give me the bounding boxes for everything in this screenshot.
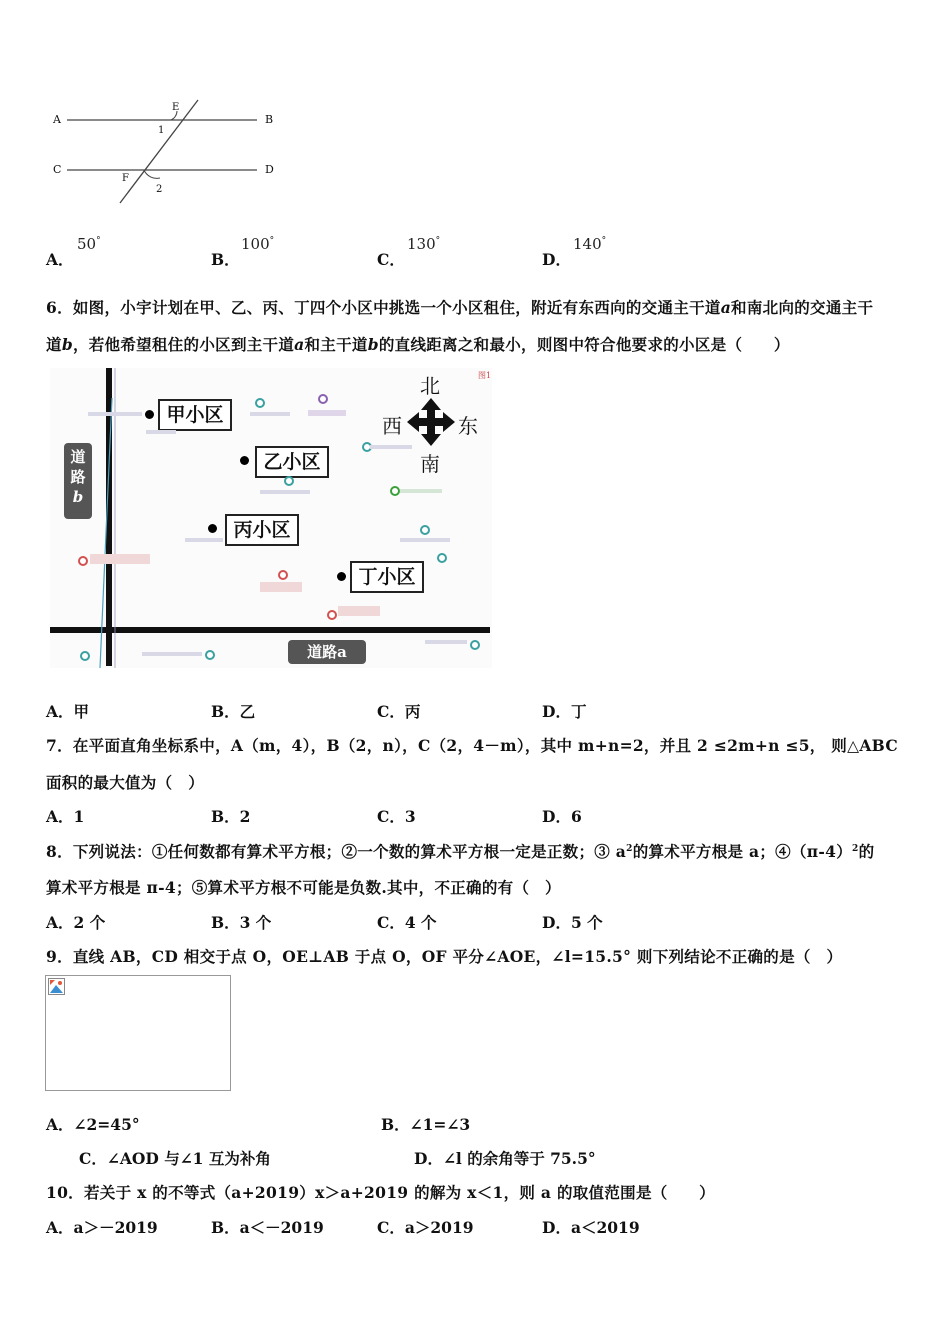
q7-option-d[interactable]: D．6 — [542, 807, 582, 826]
q8-text-line1: 8．下列说法：①任何数都有算术平方根；②一个数的算术平方根一定是正数；③ $a^2$的算术平方根是 a；$④(\pi-4)^2$的 — [46, 842, 875, 861]
poi-text-blur — [308, 410, 346, 416]
poi-text-blur — [400, 489, 442, 493]
q5-option-b-letter: B． — [211, 250, 240, 269]
q10-option-a[interactable]: A．a＞－2019 — [46, 1218, 158, 1237]
q8-text-line2: 算术平方根是 π-4；⑤算术平方根不可能是负数.其中，不正确的有（ ） — [46, 878, 561, 897]
point-label-d: D — [265, 163, 274, 176]
poi-text-blur — [260, 582, 302, 592]
poi-marker — [205, 650, 215, 660]
area-ding-label: 丁小区 — [350, 561, 424, 593]
compass-west: 西 — [382, 414, 402, 438]
area-yi-dot — [240, 456, 249, 465]
q8-option-b[interactable]: B．3 个 — [211, 913, 272, 932]
q5-option-d-value: 140° — [573, 235, 607, 253]
poi-marker — [80, 651, 90, 661]
poi-marker — [284, 476, 294, 486]
poi-marker — [470, 640, 480, 650]
area-bing-dot — [208, 524, 217, 533]
poi-marker — [78, 556, 88, 566]
q6-text-line2: 道b，若他希望租住的小区到主干道a和主干道b的直线距离之和最小，则图中符合他要求的小区是（ ） — [46, 335, 790, 354]
point-label-b: B — [265, 113, 274, 126]
q7-text-line1: 7．在平面直角坐标系中，A（m，4），B（2，n），C（2，4－m），其中 m+n=2，并且 2 ≤2m+n ≤5， 则△ABC — [46, 736, 898, 755]
q7-option-c[interactable]: C．3 — [377, 807, 416, 826]
q9-option-a[interactable]: A．∠2=45° — [46, 1115, 140, 1134]
poi-text-blur — [88, 412, 142, 416]
q10-option-b[interactable]: B．a＜－2019 — [211, 1218, 324, 1237]
q10-option-c[interactable]: C．a＞2019 — [377, 1218, 474, 1237]
point-label-c: C — [53, 163, 62, 176]
q5-option-d-letter: D． — [542, 250, 571, 269]
q5-option-c-letter: C． — [377, 250, 405, 269]
q10-option-d[interactable]: D．a＜2019 — [542, 1218, 640, 1237]
poi-marker — [318, 394, 328, 404]
road-b-label: 道 路 b — [64, 443, 92, 519]
parallel-lines-figure — [45, 95, 285, 210]
road-a-label: 道路a — [288, 640, 366, 664]
point-label-a: A — [53, 113, 61, 126]
q5-option-a-value: 50° — [77, 235, 101, 253]
q5-option-a-letter: A． — [46, 250, 74, 269]
poi-text-blur — [146, 430, 176, 434]
q5-option-c-value: 130° — [407, 235, 441, 253]
point-label-e: E — [172, 102, 180, 113]
q6-option-b[interactable]: B．乙 — [211, 702, 256, 721]
area-jia-dot — [145, 410, 154, 419]
poi-text-blur — [142, 652, 202, 656]
area-jia-label: 甲小区 — [158, 399, 232, 431]
angle-label-2: 2 — [156, 184, 163, 195]
poi-text-blur — [90, 554, 150, 564]
area-bing-label: 丙小区 — [225, 514, 299, 546]
poi-marker — [278, 570, 288, 580]
q6-option-d[interactable]: D．丁 — [542, 702, 587, 721]
q9-text-line1: 9．直线 AB，CD 相交于点 O，OE⊥AB 于点 O，OF 平分∠AOE，∠l=15.5° 则下列结论不正确的是（ ） — [46, 947, 843, 966]
poi-text-blur — [400, 538, 450, 542]
q9-option-c[interactable]: C．∠AOD 与∠1 互为补角 — [79, 1149, 271, 1168]
poi-text-blur — [250, 412, 290, 416]
q9-option-b[interactable]: B．∠1=∠3 — [381, 1115, 471, 1134]
area-yi-label: 乙小区 — [255, 446, 329, 478]
q8-option-a[interactable]: A．2 个 — [46, 913, 106, 932]
poi-marker — [437, 553, 447, 563]
compass-south: 南 — [420, 452, 440, 476]
map-corner-label: 图1 — [478, 371, 492, 380]
broken-image-placeholder — [45, 975, 231, 1091]
angle-label-1: 1 — [158, 125, 165, 136]
poi-text-blur — [370, 445, 412, 449]
q5-option-b-value: 100° — [241, 235, 275, 253]
q6-text-line1: 6．如图，小宇计划在甲、乙、丙、丁四个小区中挑选一个小区租住，附近有东西向的交通主干道a和南北向的交通主干 — [46, 298, 874, 317]
broken-image-icon — [48, 978, 66, 996]
q8-option-c[interactable]: C．4 个 — [377, 913, 437, 932]
q7-option-a[interactable]: A．1 — [46, 807, 85, 826]
poi-text-blur — [185, 538, 223, 542]
poi-marker — [255, 398, 265, 408]
poi-text-blur — [425, 640, 467, 644]
q7-option-b[interactable]: B．2 — [211, 807, 251, 826]
q9-option-d[interactable]: D．∠l 的余角等于 75.5° — [414, 1149, 596, 1168]
compass-north: 北 — [420, 374, 440, 398]
q6-option-a[interactable]: A．甲 — [46, 702, 90, 721]
q6-map — [50, 368, 492, 668]
poi-text-blur — [338, 606, 380, 616]
poi-marker — [420, 525, 430, 535]
point-label-f: F — [122, 173, 129, 184]
compass-east: 东 — [458, 414, 478, 438]
q8-option-d[interactable]: D．5 个 — [542, 913, 603, 932]
q10-text-line1: 10．若关于 x 的不等式（a+2019）x＞a+2019 的解为 x＜1，则 a 的取值范围是（ ） — [46, 1183, 715, 1202]
q6-option-c[interactable]: C．丙 — [377, 702, 421, 721]
compass-cross-icon — [407, 398, 455, 446]
poi-marker — [390, 486, 400, 496]
q7-text-line2: 面积的最大值为（ ） — [46, 773, 205, 792]
poi-marker — [327, 610, 337, 620]
area-ding-dot — [337, 572, 346, 581]
poi-text-blur — [260, 490, 310, 494]
